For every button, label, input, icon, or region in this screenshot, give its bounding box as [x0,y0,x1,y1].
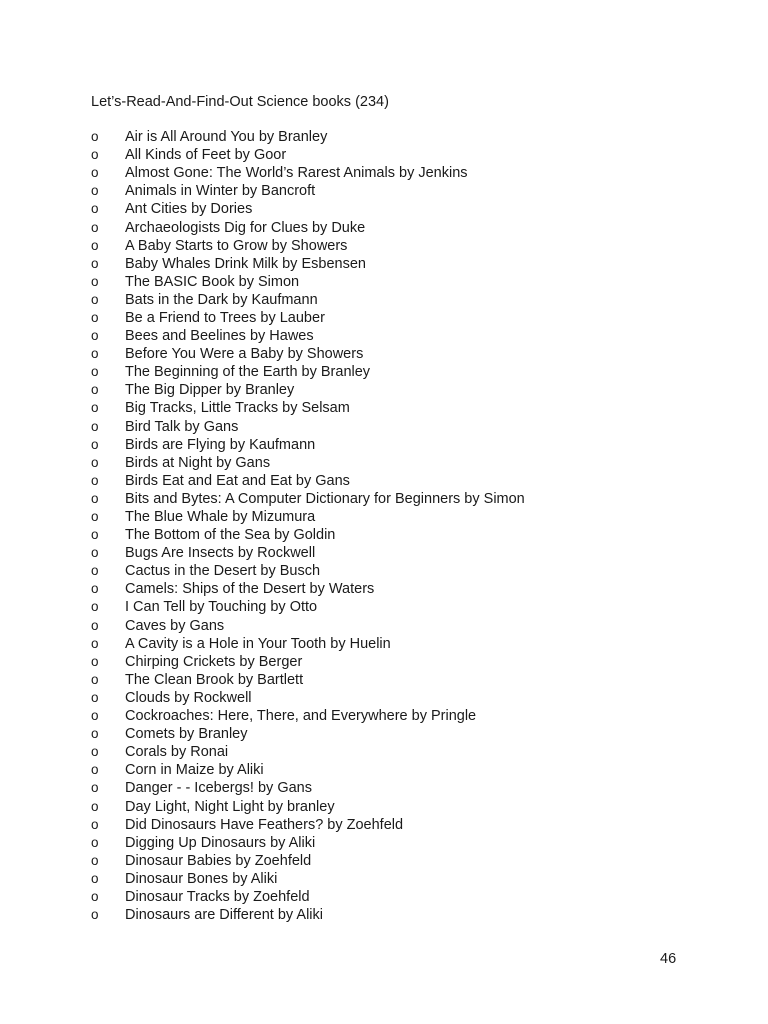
list-item-text: Bats in the Dark by Kaufmann [125,291,318,308]
bullet-icon: o [91,273,99,289]
list-item-text: The Big Dipper by Branley [125,382,295,399]
list-item [91,598,525,616]
bullet-icon: o [91,870,99,886]
list-item-text: Birds Eat and Eat and Eat by Gans [125,472,350,489]
bullet-icon: o [91,834,99,850]
list-item [91,834,525,852]
list-item [91,852,525,870]
list-item [91,327,525,345]
list-item [91,580,525,598]
bullet-icon: o [91,219,99,235]
bullet-icon: o [91,165,99,181]
list-item-text: Dinosaur Tracks by Zoehfeld [125,888,310,905]
bullet-icon: o [91,599,99,615]
bullet-icon: o [91,418,99,434]
list-item [91,309,525,327]
list-item [91,906,525,924]
bullet-icon: o [91,309,99,325]
bullet-icon: o [91,563,99,579]
list-item-text: The Blue Whale by Mizumura [125,509,316,526]
list-item [91,508,525,526]
list-item-text: Baby Whales Drink Milk by Esbensen [125,255,366,272]
list-item-text: A Cavity is a Hole in Your Tooth by Huelin [125,635,391,652]
list-item [91,237,525,255]
bullet-icon: o [91,255,99,271]
bullet-icon: o [91,509,99,525]
list-item-text: The Bottom of the Sea by Goldin [125,527,336,544]
bullet-icon: o [91,545,99,561]
bullet-icon: o [91,726,99,742]
list-item [91,743,525,761]
list-item-text: Big Tracks, Little Tracks by Selsam [125,400,350,417]
bullet-icon: o [91,400,99,416]
bullet-icon: o [91,490,99,506]
list-item-text: Dinosaur Bones by Aliki [125,870,278,887]
list-item [91,200,525,218]
list-item [91,653,525,671]
list-item-text: Archaeologists Dig for Clues by Duke [125,219,366,236]
bullet-icon: o [91,183,99,199]
bullet-icon: o [91,762,99,778]
list-item-text: Bees and Beelines by Hawes [125,328,314,345]
list-item [91,779,525,797]
list-item-text: Birds are Flying by Kaufmann [125,436,316,453]
list-item [91,255,525,273]
list-item [91,345,525,363]
list-item-text: Cockroaches: Here, There, and Everywhere by Pringle [125,708,477,725]
list-item-text: Comets by Branley [125,726,248,743]
list-item [91,218,525,236]
list-item-text: Chirping Crickets by Berger [125,653,303,670]
bullet-icon: o [91,454,99,470]
list-item-text: Clouds by Rockwell [125,689,252,706]
page-number: 46 [660,951,677,967]
list-item-text: Bugs Are Insects by Rockwell [125,545,316,562]
list-item-text: The BASIC Book by Simon [125,273,300,290]
bullet-icon: o [91,472,99,488]
bullet-icon: o [91,689,99,705]
page-heading: Let’s-Read-And-Find-Out Science books (234) [91,94,389,110]
bullet-icon: o [91,888,99,904]
list-item [91,689,525,707]
bullet-icon: o [91,581,99,597]
list-item-text: Animals in Winter by Bancroft [125,183,316,200]
list-item-text: The Clean Brook by Bartlett [125,671,304,688]
bullet-icon: o [91,527,99,543]
bullet-icon: o [91,798,99,814]
bullet-icon: o [91,147,99,163]
bullet-icon: o [91,436,99,452]
bullet-icon: o [91,780,99,796]
bullet-icon: o [91,201,99,217]
bullet-icon: o [91,291,99,307]
list-item [91,472,525,490]
list-item-text: Caves by Gans [125,617,225,634]
list-item-text: I Can Tell by Touching by Otto [125,599,318,616]
list-item-text: Air is All Around You by Branley [125,129,328,146]
list-item [91,182,525,200]
list-item [91,399,525,417]
list-item [91,635,525,653]
bullet-icon: o [91,346,99,362]
list-item [91,707,525,725]
list-item [91,363,525,381]
bullet-icon: o [91,617,99,633]
list-item [91,816,525,834]
list-item [91,381,525,399]
list-item-text: Ant Cities by Dories [125,201,253,218]
list-item-text: Dinosaur Babies by Zoehfeld [125,852,312,869]
list-item-text: Cactus in the Desert by Busch [125,563,321,580]
list-item [91,146,525,164]
list-item-text: Day Light, Night Light by branley [125,798,335,815]
list-item-text: Did Dinosaurs Have Feathers? by Zoehfeld [125,816,404,833]
list-item-text: Danger - - Icebergs! by Gans [125,780,312,797]
bullet-icon: o [91,744,99,760]
list-item [91,128,525,146]
bullet-icon: o [91,364,99,380]
list-item [91,526,525,544]
list-item [91,870,525,888]
bullet-icon: o [91,635,99,651]
list-item-text: A Baby Starts to Grow by Showers [125,237,348,254]
list-item-text: Corn in Maize by Aliki [125,762,264,779]
list-item [91,544,525,562]
list-item [91,490,525,508]
book-list [91,128,525,924]
list-item-text: Before You Were a Baby by Showers [125,346,364,363]
bullet-icon: o [91,671,99,687]
bullet-icon: o [91,237,99,253]
bullet-icon: o [91,328,99,344]
list-item-text: Camels: Ships of the Desert by Waters [125,581,375,598]
list-item-text: Birds at Night by Gans [125,454,271,471]
list-item-text: Corals by Ronai [125,744,229,761]
list-item [91,418,525,436]
list-item-text: Almost Gone: The World’s Rarest Animals by Jenkins [125,165,468,182]
list-item [91,671,525,689]
bullet-icon: o [91,852,99,868]
list-item-text: Digging Up Dinosaurs by Aliki [125,834,316,851]
list-item-text: Bird Talk by Gans [125,418,239,435]
list-item [91,291,525,309]
list-item [91,797,525,815]
list-item [91,454,525,472]
bullet-icon: o [91,816,99,832]
bullet-icon: o [91,653,99,669]
bullet-icon: o [91,708,99,724]
list-item-text: Bits and Bytes: A Computer Dictionary for Beginners by Simon [125,490,525,507]
list-item-text: The Beginning of the Earth by Branley [125,364,371,381]
list-item [91,273,525,291]
list-item [91,617,525,635]
list-item [91,888,525,906]
list-item-text: All Kinds of Feet by Goor [125,147,287,164]
list-item [91,164,525,182]
list-item [91,725,525,743]
bullet-icon: o [91,382,99,398]
list-item [91,562,525,580]
bullet-icon: o [91,129,99,145]
bullet-icon: o [91,907,99,923]
list-item [91,436,525,454]
list-item [91,761,525,779]
list-item-text: Be a Friend to Trees by Lauber [125,309,325,326]
list-item-text: Dinosaurs are Different by Aliki [125,907,323,924]
